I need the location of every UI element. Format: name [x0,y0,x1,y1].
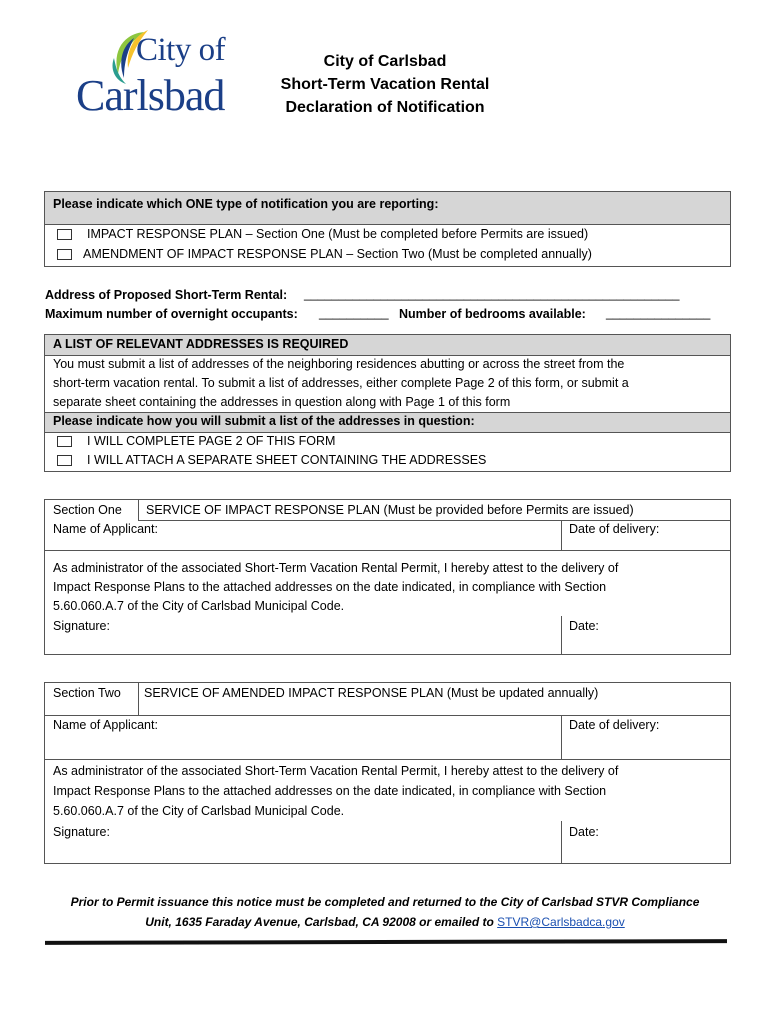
section-one-applicant-label: Name of Applicant: [53,522,158,536]
logo-text-line1: City of [136,32,226,68]
occupants-field[interactable]: __________ [319,306,389,320]
section-two-title: SERVICE OF AMENDED IMPACT RESPONSE PLAN (Must be updated annually) [144,686,599,700]
address-label: Address of Proposed Short-Term Rental: [45,288,288,302]
section-two-delivery-label: Date of delivery: [569,718,660,732]
section-two-attest-line-3: 5.60.060.A.7 of the City of Carlsbad Municipal Code. [53,804,345,818]
addresses-body-line-1: You must submit a list of addresses of the neighboring residences abutting or across the street from the [53,357,625,371]
addresses-heading: A LIST OF RELEVANT ADDRESSES IS REQUIRED [53,337,349,351]
section-two-signature-label: Signature: [53,825,110,839]
section-one-divider [138,500,139,520]
footer-line-2 [40,912,730,932]
bedrooms-field[interactable]: _______________ [606,306,711,320]
addresses-body-line-2: short-term vacation rental. To submit a list of addresses, either complete Page 2 of this form, or submit a [53,376,629,390]
section-one-date-divider [561,616,562,655]
notification-type-prompt: Please indicate which ONE type of notification you are reporting: [53,197,439,211]
notification-type-header [45,192,730,225]
section-two-rule [45,759,730,760]
section-one-attest-line-2: Impact Response Plans to the attached addresses on the date indicated, in compliance with Section [53,580,607,594]
header-line-1: City of Carlsbad [323,53,447,70]
attach-sheet-checkbox[interactable] [57,455,72,466]
section-two-divider [138,683,139,715]
addresses-section-box [44,334,731,472]
notification-type-box [44,191,731,267]
section-one-title: SERVICE OF IMPACT RESPONSE PLAN (Must be provided before Permits are issued) [146,503,634,517]
address-field[interactable]: ______________________________________________________ [304,287,680,301]
amendment-checkbox[interactable] [57,249,72,260]
city-logo [74,28,250,124]
section-two-delivery-divider [561,715,562,759]
section-one-delivery-label: Date of delivery: [569,522,660,536]
section-one-label: Section One [53,503,122,517]
method-prompt-bar [45,412,730,433]
section-one-delivery-divider [561,520,562,550]
footer-line-2-text: Unit, 1635 Faraday Avenue, Carlsbad, CA 92008 or emailed to [145,915,494,929]
section-two-date-label: Date: [569,825,599,839]
bedrooms-label: Number of bedrooms available: [399,307,586,321]
email-link[interactable]: STVR@Carlsbadca.gov [497,915,625,929]
complete-page-2-checkbox[interactable] [57,436,72,447]
header-line-2: Short-Term Vacation Rental [280,76,490,93]
section-one-attest-line-1: As administrator of the associated Short-Term Vacation Rental Permit, I hereby attest to the delivery of [53,561,619,575]
header-line-3: Declaration of Notification [285,99,485,116]
method-option-1: I WILL COMPLETE PAGE 2 OF THIS FORM [87,434,336,448]
impact-response-plan-checkbox[interactable] [57,229,72,240]
section-one-box [44,499,731,655]
section-two-applicant-label: Name of Applicant: [53,718,158,732]
document-header [240,50,530,119]
section-two-date-divider [561,821,562,864]
addresses-body-line-3: separate sheet containing the addresses in question along with Page 1 of this form [53,395,511,409]
footer-note [40,892,730,932]
section-one-date-label: Date: [569,619,599,633]
section-two-box [44,682,731,864]
section-two-label: Section Two [53,686,121,700]
footer-line-1: Prior to Permit issuance this notice must be completed and returned to the City of Carlsbad STVR Compliance [70,895,700,909]
notification-option-1: IMPACT RESPONSE PLAN – Section One (Must be completed before Permits are issued) [87,227,589,241]
addresses-heading-bar [45,335,730,356]
notification-option-2: AMENDMENT OF IMPACT RESPONSE PLAN – Section Two (Must be completed annually) [83,247,592,261]
section-one-signature-label: Signature: [53,619,110,633]
section-two-attest-line-2: Impact Response Plans to the attached addresses on the date indicated, in compliance with Section [53,784,607,798]
method-option-2: I WILL ATTACH A SEPARATE SHEET CONTAINING THE ADDRESSES [87,453,487,467]
method-prompt: Please indicate how you will submit a list of the addresses in question: [53,414,475,428]
occupants-label: Maximum number of overnight occupants: [45,307,298,321]
logo-text-line2: Carlsbad [76,71,225,120]
section-one-rule [45,550,730,551]
section-two-attest-line-1: As administrator of the associated Short-Term Vacation Rental Permit, I hereby attest to the delivery of [53,764,619,778]
section-one-attest-line-3: 5.60.060.A.7 of the City of Carlsbad Municipal Code. [53,599,345,613]
footer-rule [45,939,727,945]
